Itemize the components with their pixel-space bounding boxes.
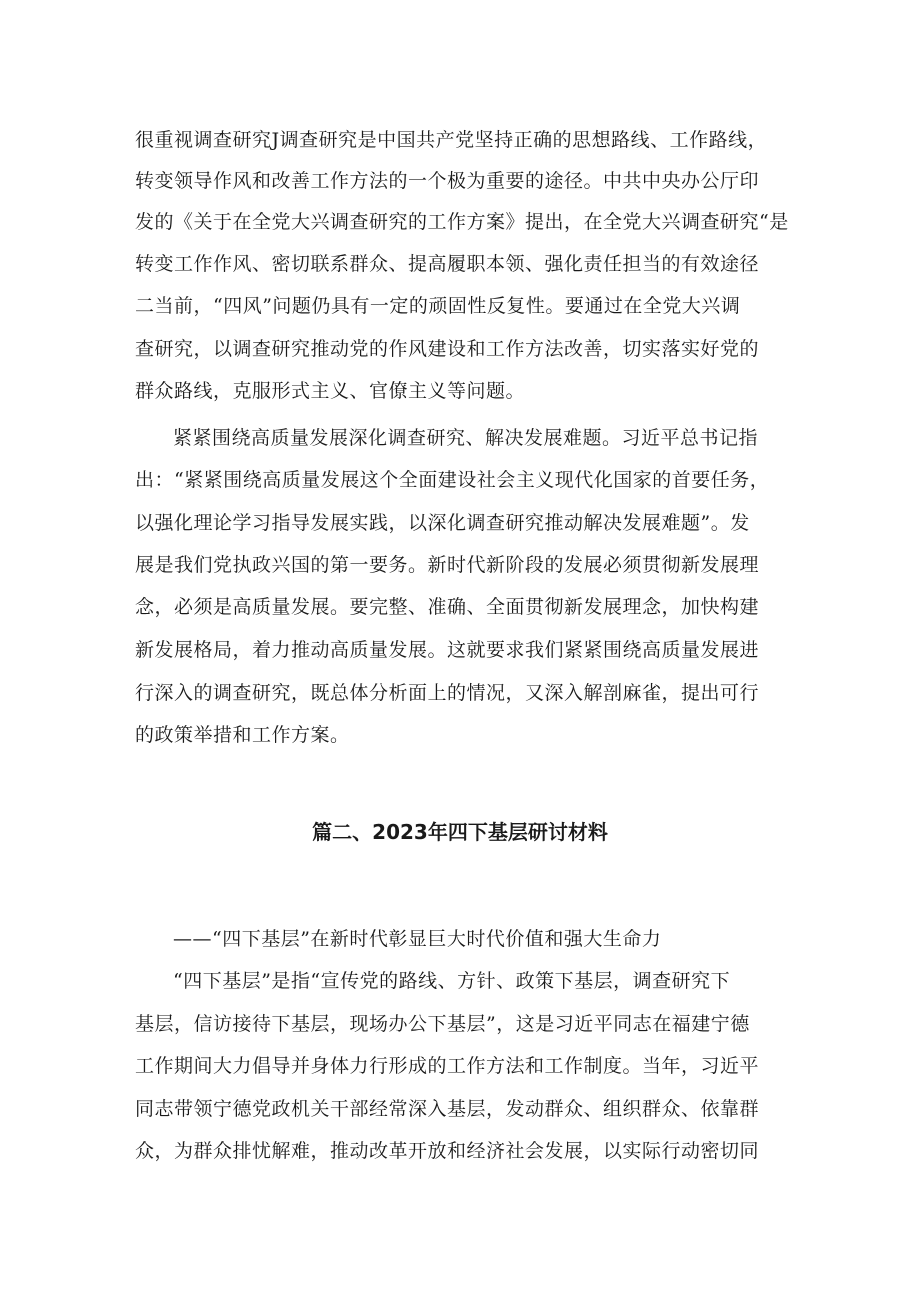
text-line: 以强化理论学习指导发展实践，以深化调查研究推动解决发展难题”。发 [135,512,750,534]
text-line: 工作期间大力倡导并身体力行形成的工作方法和工作制度。当年，习近平 [135,1055,760,1077]
text-line: 二当前，“四风”问题仍具有一定的顽固性反复性。要通过在全党大兴调 [135,295,741,317]
text-line: 行深入的调查研究，既总体分析面上的情况，又深入解剖麻雀，提出可行 [135,682,760,704]
subtitle: ——“四下基层”在新时代彰显巨大时代价值和强大生命力 [173,928,662,950]
text-line: 同志带领宁德党政机关干部经常深入基层，发动群众、组织群众、依靠群 [135,1098,760,1120]
text-line: 群众路线，克服形式主义、官僚主义等问题。 [135,380,526,402]
text-line: 众，为群众排忧解难，推动改革开放和经济社会发展，以实际行动密切同 [135,1140,760,1162]
text-line: 转变工作作风、密切联系群众、提高履职本领、强化责任担当的有效途径 [135,253,760,275]
text-line: 基层，信访接待下基层，现场办公下基层”，这是习近平同志在福建宁德 [135,1013,750,1035]
text-line: 转变领导作风和改善工作方法的一个极为重要的途径。中共中央办公厅印 [135,170,760,192]
text-line: 的政策举措和工作方案。 [135,724,350,746]
text-line: 出：“紧紧围绕高质量发展这个全面建设社会主义现代化国家的首要任务， [135,469,770,491]
text-line: 展是我们党执政兴国的第一要务。新时代新阶段的发展必须贯彻新发展理 [135,554,760,576]
text-line: 念，必须是高质量发展。要完整、准确、全面贯彻新发展理念，加快构建 [135,596,760,618]
text-line: 发的《关于在全党大兴调查研究的工作方案》提出，在全党大兴调查研究“是 [135,211,789,233]
text-line: 很重视调查研究J调查研究是中国共产党坚持正确的思想路线、工作路线， [135,129,768,151]
text-line: 紧紧围绕高质量发展深化调查研究、解决发展难题。习近平总书记指 [173,427,759,449]
text-line: “四下基层”是指“宣传党的路线、方针、政策下基层，调查研究下 [173,970,731,992]
text-line: 新发展格局，着力推动高质量发展。这就要求我们紧紧围绕高质量发展进 [135,639,760,661]
text-line: 查研究，以调查研究推动党的作风建设和工作方法改善，切实落实好党的 [135,338,760,360]
section-title: 篇二、2023年四下基层研讨材料 [312,820,608,844]
